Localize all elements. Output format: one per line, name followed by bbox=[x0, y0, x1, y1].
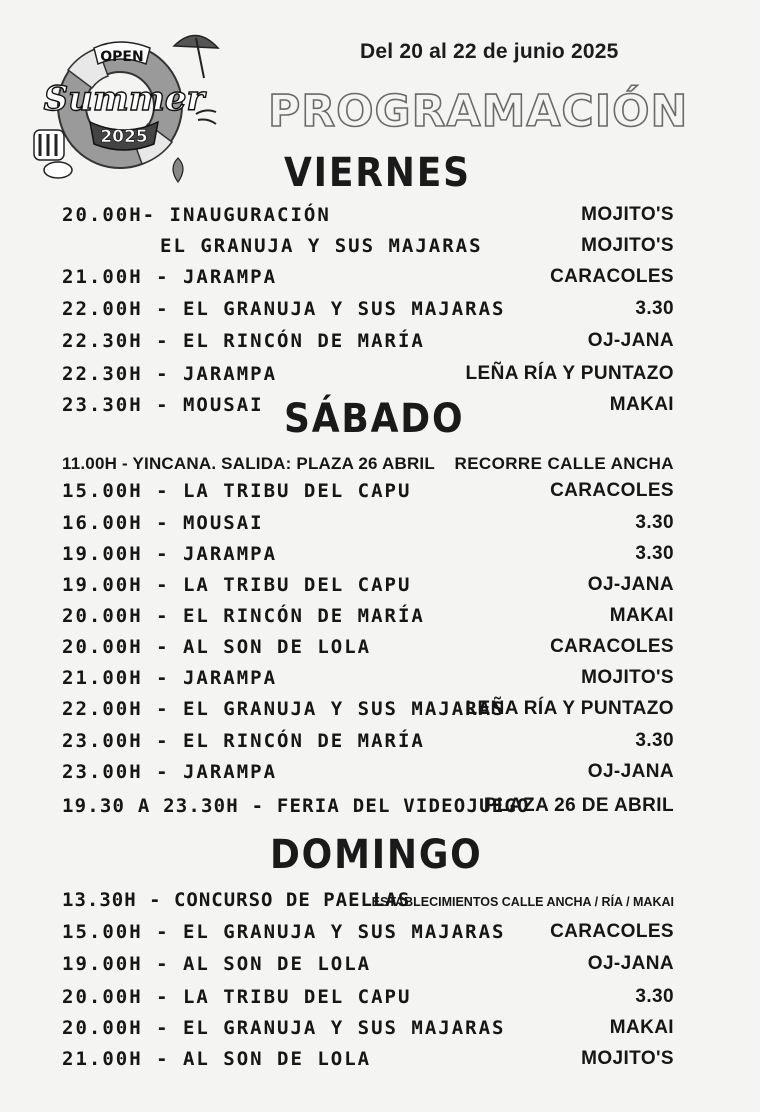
schedule-row bbox=[62, 605, 674, 633]
venue-text: LEÑA RÍA Y PUNTAZO bbox=[465, 698, 674, 719]
schedule-row bbox=[62, 266, 674, 294]
event-text: 22.00H - EL GRANUJA Y SUS MAJARAS bbox=[62, 298, 506, 320]
venue-text: CARACOLES bbox=[550, 266, 674, 287]
schedule-row bbox=[62, 512, 674, 540]
schedule-row bbox=[62, 543, 674, 571]
event-text: 15.00H - LA TRIBU DEL CAPU bbox=[62, 480, 412, 502]
schedule-row bbox=[62, 667, 674, 695]
day-heading-viernes: VIERNES bbox=[284, 150, 471, 196]
schedule-row bbox=[62, 986, 674, 1014]
venue-text: ESTABLECIMIENTOS CALLE ANCHA / RÍA / MAKAI bbox=[371, 895, 674, 909]
venue-text: CARACOLES bbox=[550, 921, 674, 942]
schedule-row bbox=[62, 1048, 674, 1076]
event-text: 19.00H - LA TRIBU DEL CAPU bbox=[62, 574, 412, 596]
schedule-row bbox=[62, 480, 674, 508]
event-text: 13.30H - CONCURSO DE PAELLAS bbox=[62, 889, 411, 911]
event-text: 15.00H - EL GRANUJA Y SUS MAJARAS bbox=[62, 921, 506, 943]
schedule-row bbox=[62, 636, 674, 664]
venue-text: CARACOLES bbox=[550, 480, 674, 501]
event-text: 22.30H - EL RINCÓN DE MARÍA bbox=[62, 330, 425, 352]
event-text: EL GRANUJA Y SUS MAJARAS bbox=[160, 235, 483, 257]
venue-text: PLAZA 26 DE ABRIL bbox=[483, 795, 674, 816]
event-text: 21.00H - AL SON DE LOLA bbox=[62, 1048, 372, 1070]
venue-text: MOJITO'S bbox=[581, 667, 674, 688]
schedule-row bbox=[62, 454, 674, 482]
schedule-row bbox=[62, 204, 674, 232]
logo-summer-text: Summer bbox=[43, 79, 205, 119]
venue-text: OJ-JANA bbox=[587, 574, 674, 595]
event-text: 22.00H - EL GRANUJA Y SUS MAJARAS bbox=[62, 698, 506, 720]
schedule-row bbox=[62, 761, 674, 789]
event-text: 20.00H - EL GRANUJA Y SUS MAJARAS bbox=[62, 1017, 506, 1039]
venue-text: 3.30 bbox=[635, 512, 674, 533]
page-title: PROGRAMACIÓN bbox=[268, 86, 689, 137]
logo-year-text: 2025 bbox=[100, 127, 148, 147]
umbrella-icon bbox=[174, 35, 218, 78]
schedule-row bbox=[62, 574, 674, 602]
venue-text: 3.30 bbox=[635, 986, 674, 1007]
venue-text: MOJITO'S bbox=[581, 1048, 674, 1069]
schedule-row bbox=[62, 921, 674, 949]
venue-text: OJ-JANA bbox=[587, 330, 674, 351]
schedule-row bbox=[62, 795, 674, 823]
event-text: 20.00H - LA TRIBU DEL CAPU bbox=[62, 986, 412, 1008]
day-heading-sabado: SÁBADO bbox=[284, 396, 465, 442]
event-text: 23.00H - EL RINCÓN DE MARÍA bbox=[62, 730, 425, 752]
venue-text: OJ-JANA bbox=[587, 761, 674, 782]
venue-text: MAKAI bbox=[609, 1017, 674, 1038]
venue-text: 3.30 bbox=[635, 730, 674, 751]
venue-text: CARACOLES bbox=[550, 636, 674, 657]
event-text: 16.00H - MOUSAI bbox=[62, 512, 264, 534]
schedule-row bbox=[62, 889, 674, 917]
venue-text: MOJITO'S bbox=[581, 235, 674, 256]
schedule-row bbox=[62, 363, 674, 391]
venue-text: MOJITO'S bbox=[581, 204, 674, 225]
event-text: 19.00H - JARAMPA bbox=[62, 543, 278, 565]
schedule-row bbox=[62, 330, 674, 358]
schedule-row bbox=[62, 298, 674, 326]
schedule-row bbox=[62, 698, 674, 726]
event-text: 20.00H- INAUGURACIÓN bbox=[62, 204, 331, 226]
event-text: 23.30H - MOUSAI bbox=[62, 394, 264, 416]
event-text: 11.00H - YINCANA. SALIDA: PLAZA 26 ABRIL bbox=[62, 454, 435, 473]
venue-text: LEÑA RÍA Y PUNTAZO bbox=[465, 363, 674, 384]
open-summer-logo bbox=[28, 18, 228, 188]
venue-text: OJ-JANA bbox=[587, 953, 674, 974]
logo-open-text: OPEN bbox=[100, 49, 144, 65]
event-text: 19.00H - AL SON DE LOLA bbox=[62, 953, 372, 975]
event-text: 19.30 A 23.30H - FERIA DEL VIDEOJUEGO bbox=[62, 795, 530, 817]
schedule-row bbox=[62, 235, 674, 263]
event-text: 22.30H - JARAMPA bbox=[62, 363, 278, 385]
schedule-row bbox=[62, 730, 674, 758]
venue-text: 3.30 bbox=[635, 298, 674, 319]
schedule-row bbox=[62, 953, 674, 981]
venue-text: MAKAI bbox=[609, 394, 674, 415]
event-text: 20.00H - EL RINCÓN DE MARÍA bbox=[62, 605, 425, 627]
venue-text: MAKAI bbox=[609, 605, 674, 626]
event-dates: Del 20 al 22 de junio 2025 bbox=[360, 40, 619, 63]
schedule-row bbox=[62, 1017, 674, 1045]
day-heading-domingo: DOMINGO bbox=[270, 832, 483, 878]
venue-text: 3.30 bbox=[635, 543, 674, 564]
event-text: 21.00H - JARAMPA bbox=[62, 266, 278, 288]
venue-text: RECORRE CALLE ANCHA bbox=[454, 454, 674, 473]
event-text: 20.00H - AL SON DE LOLA bbox=[62, 636, 372, 658]
event-text: 21.00H - JARAMPA bbox=[62, 667, 278, 689]
event-text: 23.00H - JARAMPA bbox=[62, 761, 278, 783]
